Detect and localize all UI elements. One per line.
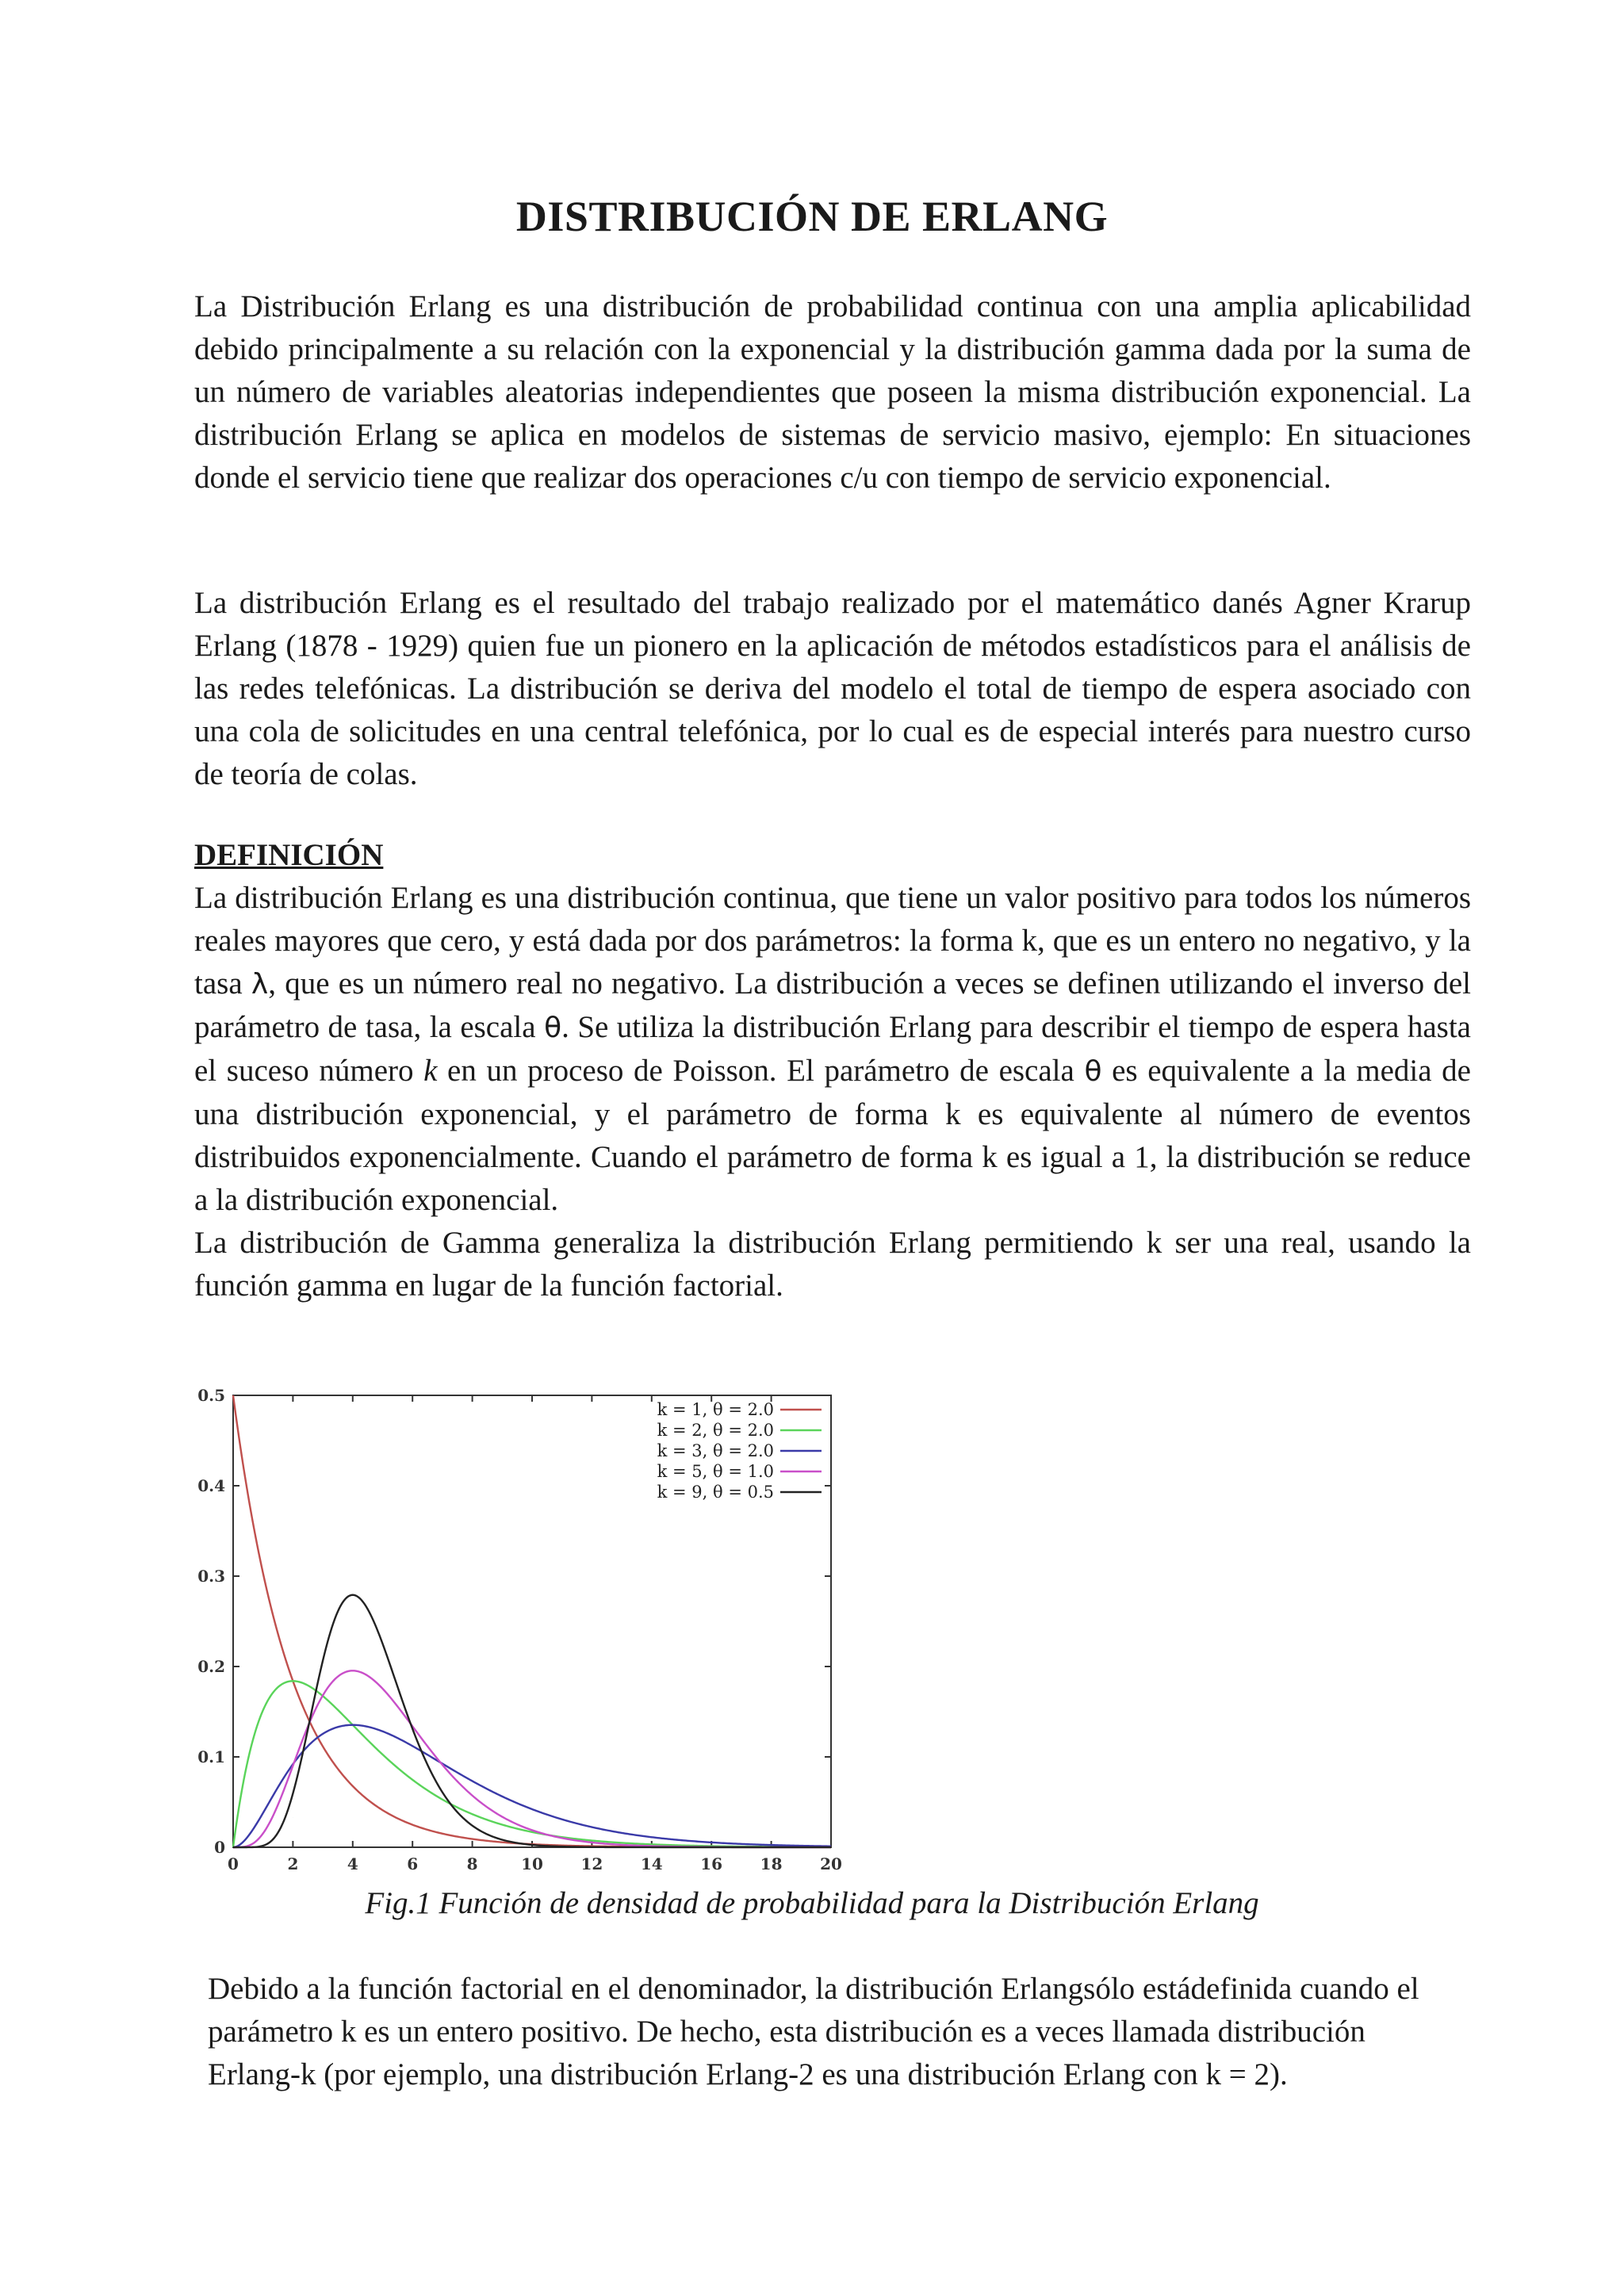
x-tick-label: 18: [760, 1854, 783, 1873]
erlang-pdf-chart: [190, 1380, 856, 1887]
y-tick-label: 0.4: [197, 1476, 225, 1495]
definition-text-part-5: es equivalente a la media de una distribución exponencial, y el parámetro de forma k es equivalente al número de eventos distribuidos exponencialmente. Cuando el parámetro de forma k es igual a 1, la distribución se reduce a la distribución exponencial.: [194, 1054, 1471, 1217]
page-title: DISTRIBUCIÓN DE ERLANG: [515, 193, 1109, 240]
x-tick-label: 2: [287, 1854, 299, 1873]
x-tick-label: 20: [820, 1854, 842, 1873]
y-tick-label: 0: [214, 1838, 225, 1857]
x-tick-label: 8: [466, 1854, 478, 1873]
figure-caption: Fig.1 Función de densidad de probabilidad para la Distribución Erlang: [365, 1886, 1259, 1920]
definition-text-part-1: La distribución Erlang es una distribución continua, que tiene un valor positivo para todos los números reales mayores que cero, y está dada por dos parámetros: la forma k, que es un entero no negativo, y la tasa: [194, 881, 1471, 1001]
legend-label-2: k = 2, θ = 2.0: [657, 1421, 774, 1440]
chart-svg: [190, 1380, 856, 1887]
x-tick-label: 14: [640, 1854, 663, 1873]
x-tick-label: 10: [521, 1854, 543, 1873]
y-tick-label: 0.5: [197, 1386, 225, 1405]
gamma-sentence: La distribución de Gamma generaliza la distribución Erlang permitiendo k ser una real, usando la función gamma en lugar de la función factorial.: [194, 1226, 1471, 1303]
definition-text-part-4: en un proceso de Poisson. El parámetro de escala: [437, 1054, 1085, 1088]
definition-heading: DEFINICIÓN: [194, 838, 384, 872]
y-tick-label: 0.2: [197, 1657, 225, 1676]
x-tick-label: 12: [580, 1854, 603, 1873]
definition-paragraph: [194, 877, 1471, 1307]
x-tick-label: 16: [700, 1854, 723, 1873]
y-tick-label: 0.3: [197, 1567, 225, 1586]
legend-label-1: k = 1, θ = 2.0: [657, 1400, 774, 1419]
x-tick-label: 6: [407, 1854, 419, 1873]
legend-label-5: k = 9, θ = 0.5: [657, 1483, 774, 1502]
closing-paragraph: Debido a la función factorial en el denominador, la distribución Erlangsólo estádefinida cuando el parámetro k es un entero positivo. De hecho, esta distribución es a veces llamada distribución Erlang-k (por ejemplo, una distribución Erlang-2 es una distribución Erlang con k = 2).: [208, 1972, 1419, 2091]
intro-paragraph: La Distribución Erlang es una distribución de probabilidad continua con una amplia aplicabilidad debido principalmente a su relación con la exponencial y la distribución gamma dada por la suma de un número de variables aleatorias independientes que poseen la misma distribución exponencial. La distribución Erlang se aplica en modelos de sistemas de servicio masivo, ejemplo: En situaciones donde el servicio tiene que realizar dos operaciones c/u con tiempo de servicio exponencial.: [194, 289, 1471, 495]
lambda-symbol: λ: [251, 968, 269, 1001]
x-tick-label: 0: [228, 1854, 239, 1873]
legend-label-4: k = 5, θ = 1.0: [657, 1462, 774, 1481]
y-tick-label: 0.1: [197, 1747, 225, 1766]
theta-symbol: θ: [544, 1012, 562, 1044]
history-paragraph: La distribución Erlang es el resultado del trabajo realizado por el matemático danés Agner Krarup Erlang (1878 - 1929) quien fue un pionero en la aplicación de métodos estadísticos para el análisis de las redes telefónicas. La distribución se deriva del modelo el total de tiempo de espera asociado con una cola de solicitudes en una central telefónica, por lo cual es de especial interés para nuestro curso de teoría de colas.: [194, 586, 1471, 791]
definition-text-part-2: , que es un número real no negativo. La distribución a veces se definen utilizando el inverso del parámetro de tasa, la escala: [194, 966, 1471, 1044]
legend-label-3: k = 3, θ = 2.0: [657, 1441, 774, 1460]
theta-symbol: θ: [1084, 1055, 1102, 1088]
k-italic: k: [423, 1054, 438, 1088]
x-tick-label: 4: [347, 1854, 358, 1873]
definition-text-part-3: . Se utiliza la distribución Erlang para describir el tiempo de espera hasta el suceso número: [194, 1010, 1471, 1088]
